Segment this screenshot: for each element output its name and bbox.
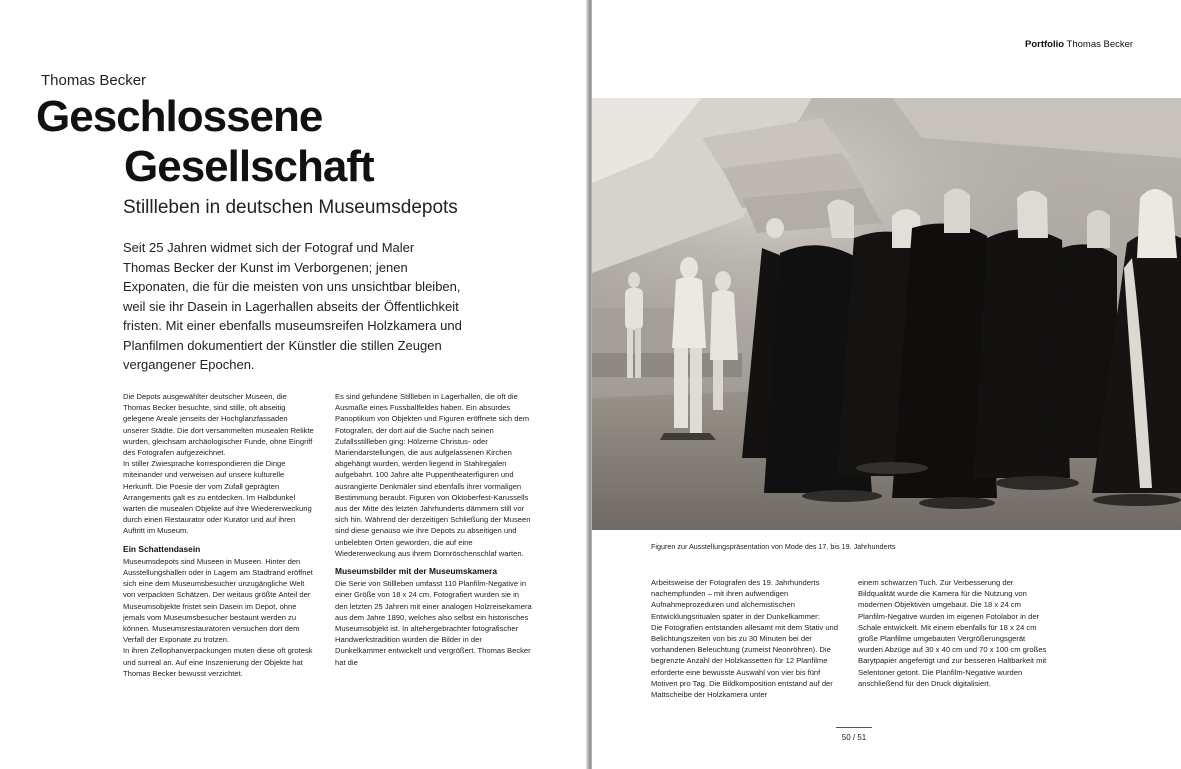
article-title	[36, 92, 374, 192]
photo-caption: Figuren zur Ausstellungspräsentation von Mode des 17. bis 19. Jahrhunderts	[651, 542, 896, 551]
paragraph: In stiller Zwiesprache korrespondieren die Dinge miteinander und verweisen auf unsere kulturelle Herkunft. Die Poesie der vom Zufall geprägten Arrangements galt es zu entdecken. Im Halbdunkel warten die musealen Objekte auf ihre Wiedererweckung durch einen Restaurator oder Kurator und auf ihren Auftritt im Museum.	[123, 459, 312, 536]
paragraph: Die Serie von Stillleben umfasst 110 Planfilm-Negative in einer Größe von 18 x 24 cm. Fotografiert wurden sie in den letzten 25 Jahren mit einer analogen Holzreisekamera aus dem Jahre 1890, welches also selbst ein historisches Museumsobjekt ist. In altehergebrachter fotografischer Handwerkstradition wurden die Bilder in der Dunkelkammer entwickelt und vergrößert. Thomas Becker hat die	[335, 579, 532, 667]
paragraph: In ihren Zellophanverpackungen muten diese oft grotesk und surreal an. Auf eine Inszenierung der Objekte hat Thomas Becker bewusst verzichtet.	[123, 646, 313, 678]
section-heading: Museumsbilder mit der Museumskamera	[335, 566, 497, 577]
mannequin-photo	[592, 98, 1181, 530]
title-line-2: Gesellschaft	[124, 142, 374, 191]
left-page	[0, 0, 588, 769]
folio-rule	[836, 727, 872, 728]
text-column-1	[123, 391, 315, 679]
lead-paragraph: Seit 25 Jahren widmet sich der Fotograf und Maler Thomas Becker der Kunst im Verborgenen; jenen Exponaten, die für die meisten von uns unsichtbar bleiben, weil sie ihr Dasein in Lagerhallen abseits der Öffentlichkeit fristen. Mit einer ebenfalls museumsreifen Holzkamera und Planfilmen dokumentiert der Künstler die stillen Zeugen vergangener Epochen.	[123, 240, 462, 372]
paragraph: Museumsdepots sind Museen in Museen. Hinter den Ausstellungshallen oder in Lagern am Stadtrand eröffnet sich eine dem Museumsbesucher unzugängliche Welt von verpackten Schätzen. Der weitaus größte Anteil der Museumsobjekte fristet sein Dasein im Depot, ohne jemals vom Museumsbesucher bestaunt werden zu können. Museumsrestauratoren versuchen dort dem Verfall der Exponate zu trotzen.	[123, 556, 313, 645]
page-numbers: 50 / 51	[841, 733, 867, 742]
text-column-3	[651, 577, 841, 700]
photo-illustration	[592, 98, 1181, 530]
paragraph: Es sind gefundene Stillleben in Lagerhallen, die oft die Ausmaße eines Fussballfeldes haben. Ein absurdes Panoptikum von Objekten und Figuren eröffnete sich dem Fotografen, der dort auf die Suche nach seinen Zufallsstillleben ging: Hölzerne Christus- oder Mariendarstellungen, die aus aufgelassenen Kirchen abgehängt wurden, werden liegend in Stahlregalen aufgebahrt. 100 Jahre alte Puppentheaterfiguren und ausrangierte Denkmäler sind ebenfalls ihrer vormaligen Bestimmung beraubt. Figuren von Oktoberfest-Karussells aus der Mitte des letzten Jahrhunderts dämmern still vor sich hin. Während der derzeitigen Schließung der Museen sind diese genauso wie ihre Depots zu abseitigen und unbelebten Orten geworden, die auf eine Wiedererweckung aus ihrem Dornröschenschlaf warten.	[335, 392, 531, 558]
text-column-4	[858, 577, 1052, 689]
paragraph: Arbeitsweise der Fotografen des 19. Jahrhunderts nachempfunden – mit ihren aufwendigen Aufnahmeprozeduren und alchemistischen Entwicklungsritualen später in der Dunkelkammer:	[651, 578, 820, 621]
title-line-1: Geschlossene	[36, 92, 323, 141]
paragraph: einem schwarzen Tuch. Zur Verbesserung der Bildqualität wurde die Kamera für die Nutzung von modernen Objektiven umgebaut. Die 18 x 24 cm Planfilm-Negative wurden im eigenen Fotolabor in der Schale entwickelt. Mit einem ebenfalls für 18 x 24 cm große Planfilme umgebauten Vergrößerungsgerät wurden Abzüge auf 30 x 40 cm und 70 x 100 cm großes Barytpapier angefertigt und zur besseren Haltbarkeit mit Selentoner getont. Die Planfilm-Negative wurden anschließend für den Druck digitalisiert.	[858, 578, 1047, 688]
paragraph: Die Depots ausgewählter deutscher Museen, die Thomas Becker besuchte, sind stille, oft abseitig gelegene Areale jenseits der Hochglanzfassaden unserer Städte. Die dort versammelten musealen Relikte wurden, gleichsam archäologischer Funde, ohne Eingriff des Fotografen aufgezeichnet.	[123, 392, 314, 458]
author-kicker: Thomas Becker	[41, 72, 147, 89]
running-header	[1025, 39, 1133, 50]
article-subtitle: Stillleben in deutschen Museumsdepots	[123, 197, 458, 218]
section-label: Portfolio	[1025, 39, 1065, 50]
text-column-2	[335, 391, 533, 668]
header-author: Thomas Becker	[1066, 39, 1134, 50]
paragraph: Die Fotografien entstanden allesamt mit dem Stativ und Belichtungszeiten von bis zu 30 Minuten bei der vorhandenen Beleuchtung (zumeist Neonröhren). Die begrenzte Anzahl der Holzkassetten für 12 Planfilme erforderte eine bewusste Auswahl von vier bis fünf Motiven pro Tag. Die Bildkomposition entstand auf der Mattscheibe der Holzkamera unter	[651, 622, 838, 700]
section-heading: Ein Schattendasein	[123, 543, 201, 554]
